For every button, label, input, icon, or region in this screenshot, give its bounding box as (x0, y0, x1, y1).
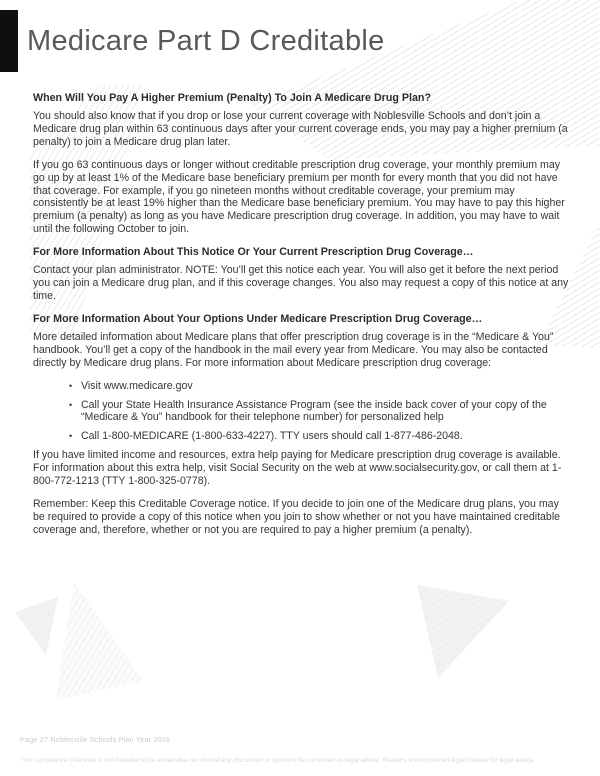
bullet-marker: • (69, 431, 73, 442)
list-item-text: Visit www.medicare.gov (81, 379, 193, 392)
section-heading-penalty: When Will You Pay A Higher Premium (Penalty) To Join A Medicare Drug Plan? (33, 92, 431, 104)
list-item-text: Call 1-800-MEDICARE (1-800-633-4227). TTY users should call 1-877-486-2048. (81, 430, 463, 443)
paragraph: If you go 63 continuous days or longer without creditable prescription drug coverage, your monthly premium may go up by at least 1% of the Medicare base beneficiary premium per month for every month that you did not have that coverage. For example, if you go nineteen months without creditable coverage, your premium may consistently be at least 19% higher than the Medicare base beneficiary premium. You may have to pay this higher premium (a penalty) as long as you have Medicare prescription drug coverage. In addition, you may have to wait until the following October to join. (33, 158, 565, 236)
list-item (69, 399, 570, 425)
paragraph: If you have limited income and resources, extra help paying for Medicare prescription drug coverage is available. For information about this extra help, visit Social Security on the web at www.socialsecurity.gov, or call them at 1-800-772-1213 (TTY 1-800-325-0778). (33, 449, 562, 488)
footer-page-info: Page 27 Noblesville Schools Plan Year 2026 (20, 735, 171, 744)
paragraph: Contact your plan administrator. NOTE: You’ll get this notice each year. You will also get it before the next period you can join a Medicare drug plan, and if this coverage changes. You also may request a copy of this notice at any time. (33, 264, 569, 302)
triangle-small-left (15, 597, 58, 655)
list-item (69, 380, 570, 393)
page-title: Medicare Part D Creditable (27, 25, 385, 57)
paragraph: Remember: Keep this Creditable Coverage notice. If you decide to join one of the Medicare drug plans, you may be required to provide a copy of this notice when you join to show whether or not you have maintained creditable coverage and, therefore, whether or not you are required to pay a higher premium (a penalty). (33, 497, 561, 536)
footer-disclaimer: This Compliance Overview is not intended to be exhaustive nor should any discussion or opinions be construed as legal advice. Readers should contact legal counsel for legal advice. (20, 757, 536, 764)
paragraph: You should also know that if you drop or lose your current coverage with Noblesville Schools and don’t join a Medicare drug plan within 63 continuous days after your current coverage ends, you may pay a higher premium (a penalty) to join a Medicare drug plan later. (33, 110, 568, 148)
paragraph: More detailed information about Medicare plans that offer prescription drug coverage is in the “Medicare & You” handbook. You’ll get a copy of the handbook in the mail every year from Medicare. You may also be contacted directly by Medicare drug plans. For more information about Medicare prescription drug coverage: (33, 330, 554, 369)
bullet-list (33, 380, 570, 444)
list-item (69, 430, 570, 443)
section-heading-options-info: For More Information About Your Options Under Medicare Prescription Drug Coverage… (33, 312, 483, 325)
document-body (33, 92, 570, 547)
title-accent-bar (0, 10, 18, 72)
list-item-text: Call your State Health Insurance Assistance Program (see the inside back cover of your copy of the “Medicare & You” handbook for their telephone number) for personalized help (81, 398, 547, 424)
bullet-marker: • (69, 399, 73, 410)
section-heading-notice-info: For More Information About This Notice Or Your Current Prescription Drug Coverage… (33, 246, 474, 259)
bullet-marker: • (69, 380, 73, 391)
